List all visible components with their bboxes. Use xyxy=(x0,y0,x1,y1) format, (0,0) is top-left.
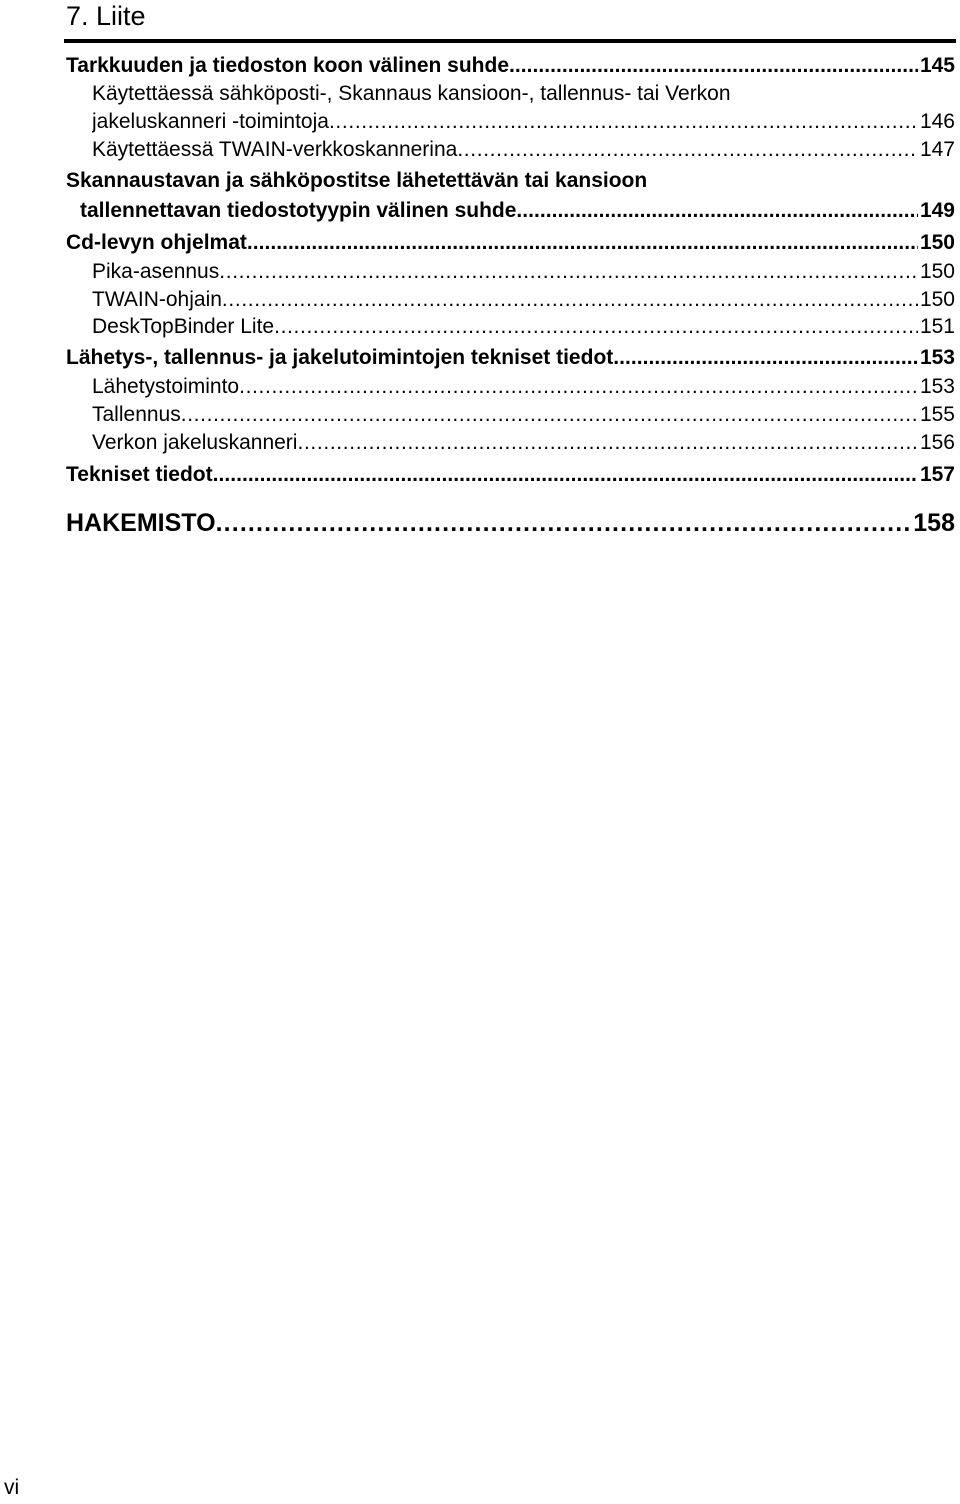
toc-page-number: 146 xyxy=(919,110,955,133)
toc-entry[interactable] xyxy=(0,461,955,489)
toc-entry-title: DeskTopBinder Lite xyxy=(92,315,275,338)
toc-entry[interactable] xyxy=(0,373,955,401)
toc-page-number: 155 xyxy=(919,403,955,426)
toc-entry[interactable] xyxy=(0,52,955,80)
toc-page-number: 156 xyxy=(919,431,955,454)
toc-entry-title: Verkon jakeluskanneri xyxy=(92,431,298,454)
toc-page-number: 153 xyxy=(919,346,955,369)
toc-leader-dots xyxy=(297,429,917,457)
toc-entry[interactable] xyxy=(0,167,955,227)
toc-page-number: 147 xyxy=(919,138,955,161)
toc-entry[interactable] xyxy=(0,136,955,164)
toc-leader-dots xyxy=(274,313,918,341)
toc-leader-dots xyxy=(181,401,918,429)
toc-page-number: 150 xyxy=(919,231,955,254)
chapter-title-rule xyxy=(64,39,956,43)
toc-entry-title: Lähetys-, tallennus- ja jakelutoimintojen tekniset tiedot xyxy=(66,346,614,369)
toc-page-number: 149 xyxy=(919,199,955,222)
toc-leader-dots xyxy=(239,373,918,401)
toc-entry-title: Skannaustavan ja sähköpostitse lähetettävän tai kansioon xyxy=(66,169,648,192)
toc-page-number: 153 xyxy=(919,375,955,398)
toc-entry[interactable] xyxy=(0,313,955,341)
toc-leader-dots xyxy=(516,197,918,225)
toc-entry[interactable] xyxy=(0,429,955,457)
toc-page-number: 151 xyxy=(919,315,955,338)
toc-leader-dots xyxy=(457,136,918,164)
toc-entry-title: Tarkkuuden ja tiedoston koon välinen suhde xyxy=(66,54,510,77)
toc-entry-title: Cd-levyn ohjelmat xyxy=(66,231,247,254)
toc-entry-index[interactable] xyxy=(0,507,955,541)
toc-leader-dots xyxy=(216,507,912,539)
toc-entry-title: Käytettäessä sähköposti-, Skannaus kansioon-, tallennus- tai Verkon xyxy=(92,82,731,105)
toc-page-number: 150 xyxy=(919,260,955,283)
toc-leader-dots xyxy=(222,286,918,314)
toc-entry-title: Pika-asennus xyxy=(92,260,220,283)
toc-entry-title: HAKEMISTO xyxy=(66,509,216,537)
toc-entry[interactable] xyxy=(0,286,955,314)
toc-entry-title: Käytettäessä TWAIN-verkkoskannerina xyxy=(92,138,458,161)
toc-entry-title: Tekniset tiedot xyxy=(66,463,213,486)
toc-entry[interactable] xyxy=(0,258,955,286)
toc-entry[interactable] xyxy=(0,229,955,257)
toc-leader-dots xyxy=(219,258,918,286)
toc-entry-title: Tallennus xyxy=(92,403,181,426)
page-number: vi xyxy=(4,1476,20,1499)
toc-page-number: 158 xyxy=(913,509,955,537)
toc-entry-title-continued: jakeluskanneri -toimintoja xyxy=(92,110,329,133)
toc-entry[interactable] xyxy=(0,401,955,429)
toc-page-number: 145 xyxy=(919,54,955,77)
toc-leader-dots xyxy=(329,108,918,136)
toc-page-number: 150 xyxy=(919,288,955,311)
toc-leader-dots xyxy=(509,52,918,80)
toc-leader-dots xyxy=(213,461,918,489)
toc-page-number: 157 xyxy=(919,463,955,486)
toc-entry[interactable] xyxy=(0,344,955,372)
toc-entry[interactable] xyxy=(0,80,955,136)
toc-entry-title-continued: tallennettavan tiedostotyypin välinen suhde xyxy=(80,199,517,222)
toc-leader-dots xyxy=(247,229,918,257)
chapter-title: 7. Liite xyxy=(66,1,146,31)
toc-entry-title: TWAIN-ohjain xyxy=(92,288,222,311)
toc-entry-title: Lähetystoiminto xyxy=(92,375,240,398)
toc-leader-dots xyxy=(613,344,918,372)
